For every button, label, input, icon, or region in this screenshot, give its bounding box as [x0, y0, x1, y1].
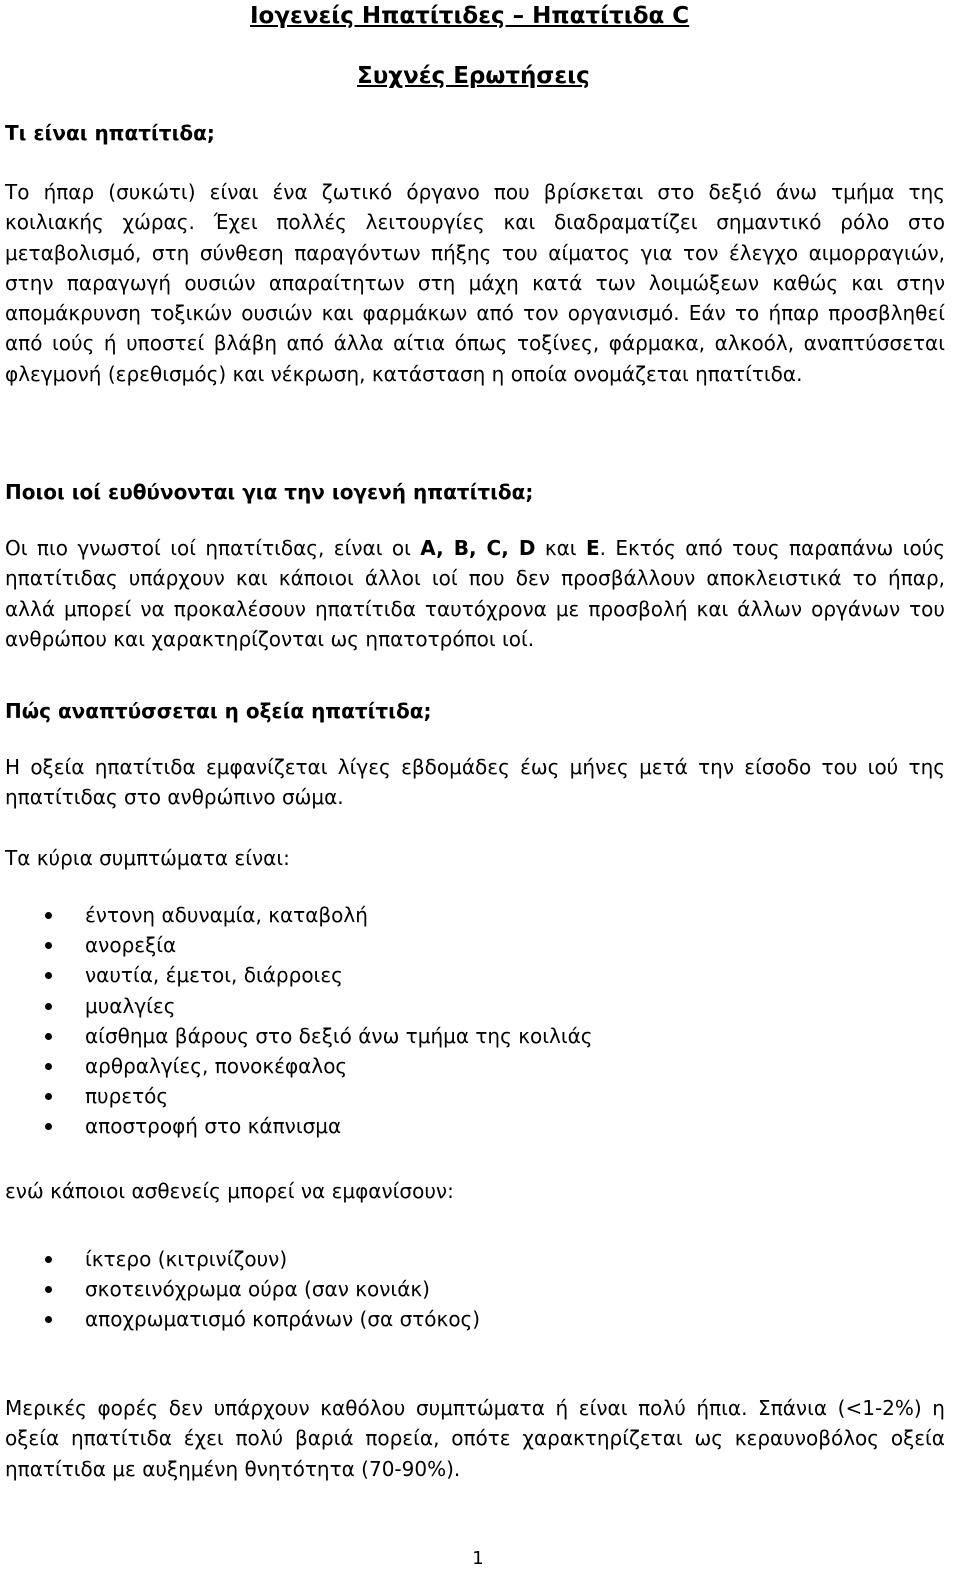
bullet-icon: [45, 1093, 52, 1100]
paragraph-acute-hepatitis: Η οξεία ηπατίτιδα εμφανίζεται λίγες εβδομάδες έως μήνες μετά την είσοδο του ιού της ηπατίτιδας στο ανθρώπινο σώμα.: [5, 755, 945, 810]
list-item: [5, 1051, 593, 1081]
list-item-text: σκοτεινόχρωμα ούρα (σαν κονιάκ): [85, 1277, 430, 1302]
symptoms-intro: Τα κύρια συμπτώματα είναι:: [5, 846, 290, 870]
list-item: [5, 1274, 480, 1304]
paragraph-viruses: [5, 533, 945, 654]
list-item-text: πυρετός: [85, 1084, 169, 1109]
list-item: [5, 930, 593, 960]
bullet-icon: [45, 1063, 52, 1070]
list-item: [5, 900, 593, 930]
section-heading-viruses: Ποιοι ιοί ευθύνονται για την ιογενή ηπατίτιδα;: [5, 480, 534, 504]
list-item-text: αποχρωματισμό κοπράνων (σα στόκος): [85, 1307, 481, 1332]
list-item-text: αρθραλγίες, πονοκέφαλος: [85, 1054, 348, 1079]
section-heading-acute-hepatitis: Πώς αναπτύσσεται η οξεία ηπατίτιδα;: [5, 699, 432, 723]
bullet-icon: [45, 1123, 52, 1130]
bullet-icon: [45, 912, 52, 919]
symptoms-list: [5, 900, 593, 1142]
bullet-icon: [45, 1256, 52, 1263]
list-item-text: ανορεξία: [85, 933, 177, 958]
document-title: Ιογενείς Ηπατίτιδες – Ηπατίτιδα C: [250, 3, 690, 29]
page-number: 1: [472, 1548, 484, 1569]
paragraph-closing: Μερικές φορές δεν υπάρχουν καθόλου συμπτώματα ή είναι πολύ ήπια. Σπάνια (<1-2%) η οξεία ηπατίτιδα έχει πολύ βαριά πορεία, οπότε χαρακτηρίζεται ως κεραυνοβόλος οξεία ηπατίτιδα με αυξημένη θνητότητα (70-90%).: [5, 1396, 945, 1481]
list-item-text: αποστροφή στο κάπνισμα: [85, 1114, 342, 1139]
list-item-text: μυαλγίες: [85, 993, 176, 1018]
list-item: [5, 991, 593, 1021]
list-item: [5, 1244, 480, 1274]
list-item: [5, 1081, 593, 1111]
bullet-icon: [45, 1003, 52, 1010]
bullet-icon: [45, 1316, 52, 1323]
list-item: [5, 1021, 593, 1051]
list-item: [5, 1304, 480, 1334]
list-item-text: ίκτερο (κιτρινίζουν): [85, 1247, 288, 1271]
viruses-text-after: . Εκτός από τους παραπάνω ιούς ηπατίτιδας υπάρχουν και κάποιοι άλλοι ιοί που δεν προσβάλλουν αποκλειστικά το ήπαρ, αλλά μπορεί να προκαλέσουν ηπατίτιδα ταυτόχρονα με προσβολή και άλλων οργάνων του ανθρώπου και χαρακτηρίζονται ως ηπατοτρόποι ιοί.: [5, 536, 946, 651]
viruses-text-before: Οι πιο γνωστοί ιοί ηπατίτιδας, είναι οι: [5, 536, 421, 560]
document-page: [5, 0, 955, 1590]
list-item-text: αίσθημα βάρους στο δεξιό άνω τμήμα της κοιλιάς: [85, 1023, 593, 1048]
virus-e: E: [585, 536, 600, 560]
list-item: [5, 960, 593, 990]
viruses-letters: A, B, C, D: [420, 536, 536, 560]
paragraph-what-is-hepatitis: Το ήπαρ (συκώτι) είναι ένα ζωτικό όργανο που βρίσκεται στο δεξιό άνω τμήμα της κοιλιακής χώρας. Έχει πολλές λειτουργίες και διαδραματίζει σημαντικό ρόλο στο μεταβολισμό, στη σύνθεση παραγόντων πήξης του αίματος για τον έλεγχο αιμορραγιών, στην παραγωγή ουσιών απαραίτητων στη μάχη κατά των λοιμώξεων καθώς και στην απομάκρυνση τοξικών ουσιών και φαρμάκων από τον οργανισμό. Εάν το ήπαρ προσβληθεί από ιούς ή υποστεί βλάβη από άλλα αίτια όπως τοξίνες, φάρμακα, αλκοόλ, αναπτύσσεται φλεγμονή (ερεθισμός) και νέκρωση, κατάσταση η οποία ονομάζεται ηπατίτιδα.: [5, 180, 945, 386]
list-item-text: έντονη αδυναμία, καταβολή: [85, 903, 368, 927]
other-symptoms-intro: ενώ κάποιοι ασθενείς μπορεί να εμφανίσουν:: [5, 1179, 454, 1203]
bullet-icon: [45, 972, 52, 979]
other-symptoms-list: [5, 1244, 480, 1335]
bullet-icon: [45, 942, 52, 949]
list-item: [5, 1111, 593, 1141]
bullet-icon: [45, 1286, 52, 1293]
document-subtitle: Συχνές Ερωτήσεις: [357, 63, 590, 89]
viruses-and: και: [535, 536, 586, 560]
list-item-text: ναυτία, έμετοι, διάρροιες: [85, 963, 343, 988]
section-heading-what-is-hepatitis: Τι είναι ηπατίτιδα;: [5, 121, 215, 145]
bullet-icon: [45, 1033, 52, 1040]
